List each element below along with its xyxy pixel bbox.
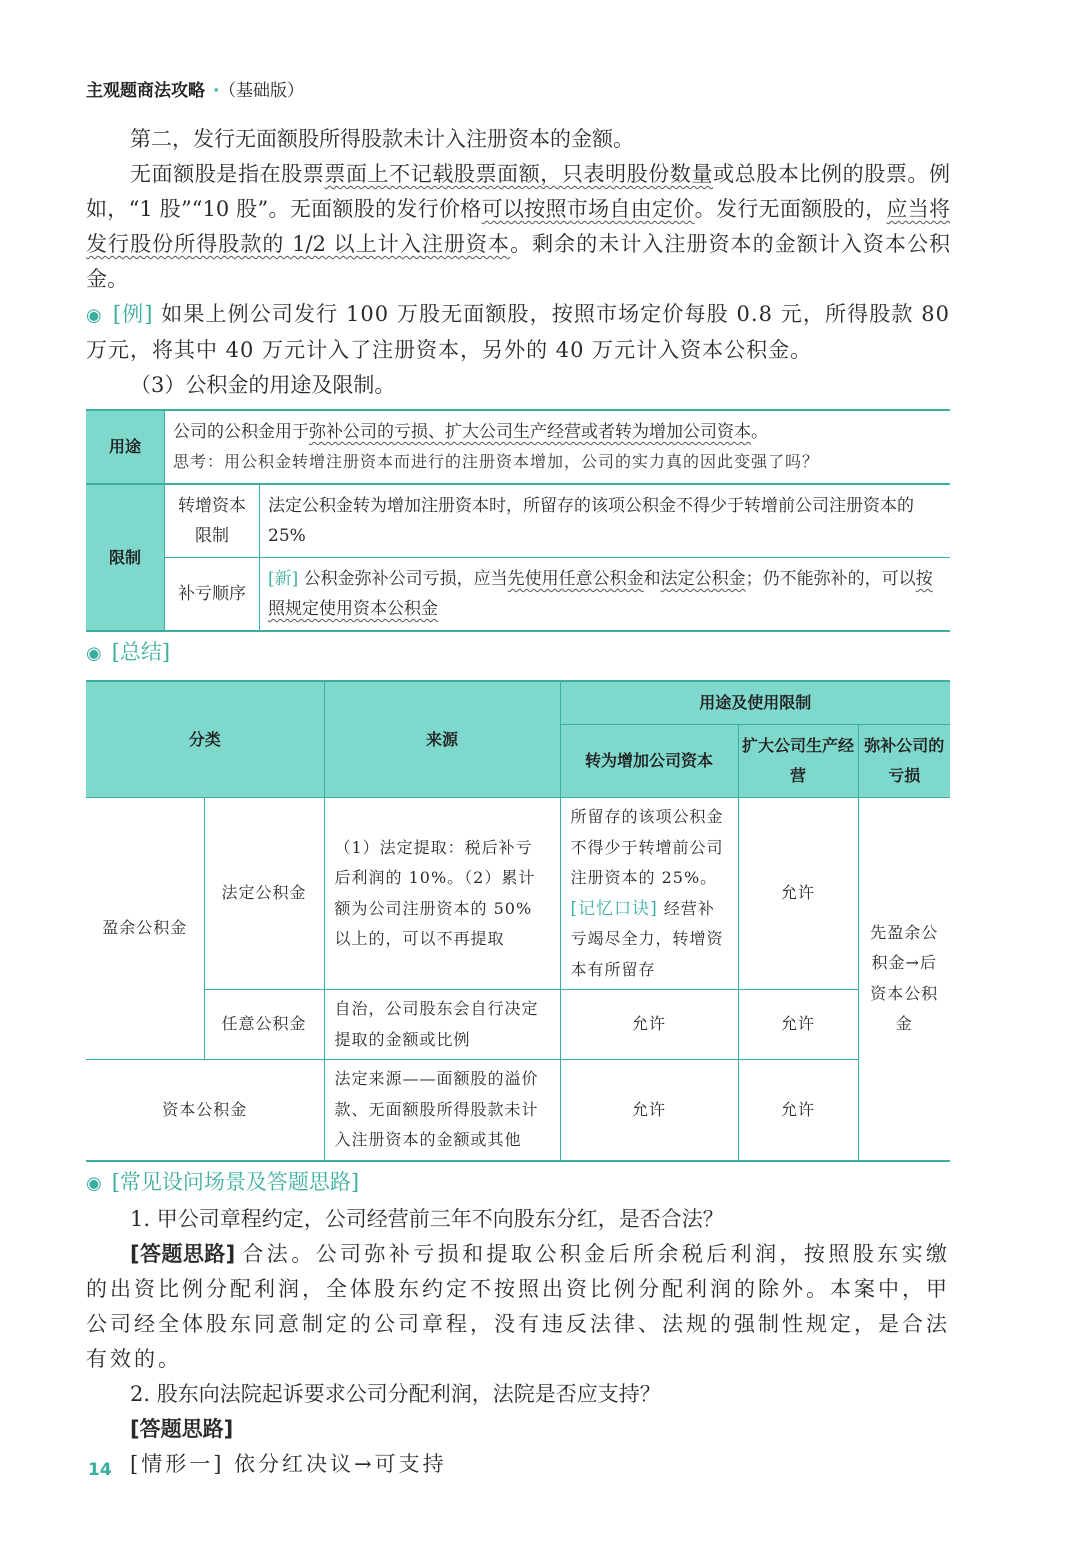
statutory-reserve: 法定公积金 <box>204 798 324 990</box>
summary-table <box>86 680 950 1162</box>
limit-capital-sub: 转增资本限制 <box>165 484 260 558</box>
new-tag: [新] <box>268 569 299 589</box>
capital-reserve-expand: 允许 <box>738 1060 858 1161</box>
case-1: [情形一] 依分红决议→可支持 <box>130 1451 447 1476</box>
question-2: 2. 股东向法院起诉要求公司分配利润，法院是否应支持？ <box>130 1381 661 1406</box>
limit-loss-text: [新] 公积金弥补公司亏损，应当先使用任意公积金和法定公积金；仍不能弥补的，可以按照规定使用资本公积金 <box>260 558 951 632</box>
capital-source: 法定来源——面额股的溢价款、无面额股所得股款未计入注册资本的金额或其他 <box>324 1060 560 1161</box>
reserve-use-table <box>86 409 950 632</box>
running-header <box>86 76 304 101</box>
discretionary-expand: 允许 <box>738 990 858 1060</box>
separator-dot: · <box>213 81 220 101</box>
question-1: 1. 甲公司章程约定，公司经营前三年不向股东分红，是否合法？ <box>130 1206 724 1231</box>
header-capital: 转为增加公司资本 <box>560 725 738 798</box>
qa-heading: ◉ [常见设问场景及答题思路] <box>86 1169 360 1194</box>
surplus-reserve: 盈余公积金 <box>86 798 204 1060</box>
header-use: 用途及使用限制 <box>560 681 950 725</box>
answer-label-2: [答题思路] <box>130 1416 234 1441</box>
summary-heading: ◉ [总结] <box>86 640 171 664</box>
answer-label: [答题思路] <box>130 1241 236 1266</box>
edition-label: （基础版） <box>227 81 304 101</box>
bullet-icon: ◉ <box>86 1172 102 1194</box>
discretionary-capital: 允许 <box>560 990 738 1060</box>
bullet-icon: ◉ <box>86 643 102 664</box>
capital-reserve: 资本公积金 <box>86 1060 324 1161</box>
bullet-icon: ◉ <box>86 305 103 326</box>
header-category: 分类 <box>86 681 324 798</box>
book-title: 主观题商法攻略 <box>86 81 205 101</box>
section-3-heading: （3）公积金的用途及限制。 <box>130 373 396 397</box>
loss-order: 先盈余公积金→后资本公积金 <box>858 798 950 1161</box>
answer-1: [答题思路] 合法。公司弥补亏损和提取公积金后所余税后利润，按照股东实缴的出资比例分配利润，全体股东约定不按照出资比例分配利润的除外。本案中，甲公司经全体股东同意制定的公司章程，没有违反法律、法规的强制性规定，是合法有效的。 <box>86 1241 950 1371</box>
statutory-expand: 允许 <box>738 798 858 990</box>
page-number: 14 <box>88 1460 112 1480</box>
header-loss: 弥补公司的亏损 <box>858 725 950 798</box>
discretionary-source: 自治，公司股东会自行决定提取的金额或比例 <box>324 990 560 1060</box>
discretionary-reserve: 任意公积金 <box>204 990 324 1060</box>
header-expand: 扩大公司生产经营 <box>738 725 858 798</box>
intro-paragraph-1: 第二，发行无面额股所得股款未计入注册资本的金额。 <box>130 127 634 151</box>
limit-loss-sub: 补亏顺序 <box>165 558 260 632</box>
statutory-source: （1）法定提取：税后补亏后利润的 10%。（2）累计额为公司注册资本的 50% 以上的，可以不再提取 <box>324 798 560 990</box>
header-source: 来源 <box>324 681 560 798</box>
use-label: 用途 <box>86 410 165 484</box>
limit-capital-text: 法定公积金转为增加注册资本时，所留存的该项公积金不得少于转增前公司注册资本的 25% <box>260 484 951 558</box>
limit-label: 限制 <box>86 484 165 631</box>
page-body <box>86 122 950 1482</box>
think-question: 思考：用公积金转增注册资本而进行的注册资本增加，公司的实力真的因此变强了吗？ <box>173 452 820 471</box>
example-paragraph: ◉ [例] 如果上例公司发行 100 万股无面额股，按照市场定价每股 0.8 元，所得股款 80 万元，将其中 40 万元计入了注册资本，另外的 40 万元计入资本公积金。 <box>86 302 950 362</box>
example-tag: [例] <box>112 302 154 326</box>
intro-paragraph-2: 无面额股是指在股票票面上不记载股票面额，只表明股份数量或总股本比例的股票。例如，“1 股”“10 股”。无面额股的发行价格可以按照市场自由定价。发行无面额股的，应当将发行股份所得股款的 1/2 以上计入注册资本。剩余的未计入注册资本的金额计入资本公积金。 <box>86 162 951 291</box>
memo-tag: [记忆口诀] <box>570 898 658 919</box>
statutory-capital: 所留存的该项公积金不得少于转增前公司注册资本的 25%。 [记忆口诀] 经营补亏竭尽全力，转增资本有所留存 <box>560 798 738 990</box>
capital-reserve-capital: 允许 <box>560 1060 738 1161</box>
use-content: 公司的公积金用于弥补公司的亏损、扩大公司生产经营或者转为增加公司资本。 思考：用公积金转增注册资本而进行的注册资本增加，公司的实力真的因此变强了吗？ <box>165 410 951 484</box>
